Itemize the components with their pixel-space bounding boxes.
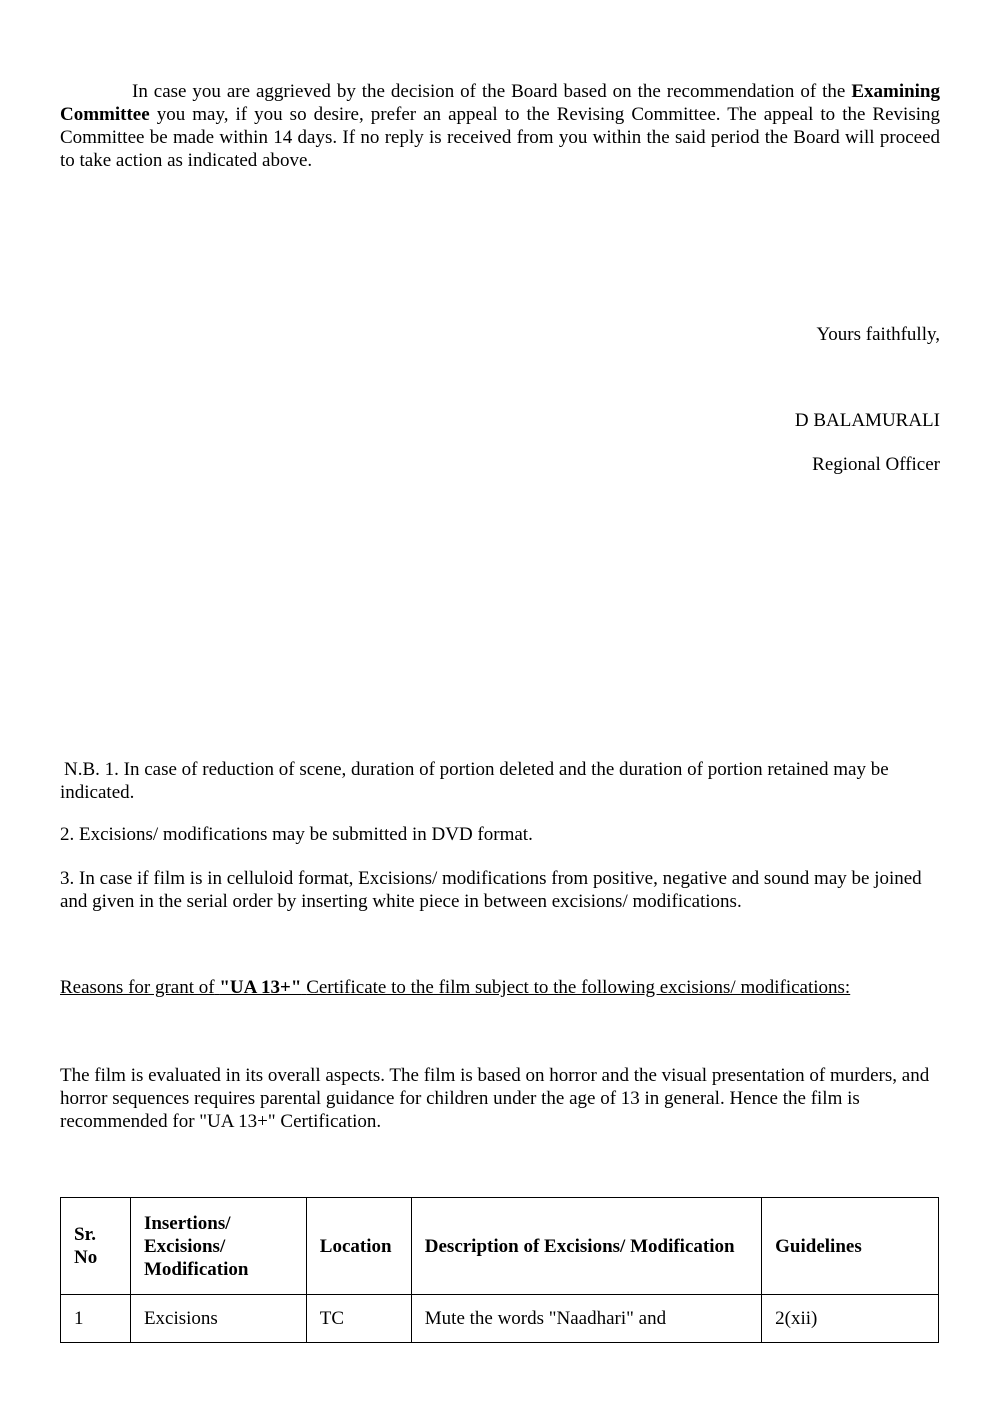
table-row xyxy=(61,1295,939,1343)
cell-guidelines: 2(xii) xyxy=(762,1295,939,1343)
signatory-title: Regional Officer xyxy=(812,454,940,475)
note-2: 2. Excisions/ modifications may be submitted in DVD format. xyxy=(60,824,533,845)
evaluation-paragraph: The film is evaluated in its overall aspects. The film is based on horror and the visual presentation of murders, and horror sequences requires parental guidance for children under the age of 13 in general. Hence the film is recommended for "UA 13+" Certification. xyxy=(60,1065,930,1132)
reasons-heading-prefix: Reasons for grant of xyxy=(60,977,215,998)
cell-location: TC xyxy=(306,1295,411,1343)
examining-committee-term: Examining Committee xyxy=(60,81,941,125)
header-guidelines: Guidelines xyxy=(762,1198,939,1295)
header-type: Insertions/ Excisions/ Modification xyxy=(130,1198,306,1295)
note-1: N.B. 1. In case of reduction of scene, duration of portion deleted and the duration of portion retained may be indicated. xyxy=(60,759,889,803)
appeal-paragraph xyxy=(60,80,940,172)
reasons-heading-suffix: Certificate to the film subject to the following excisions/ modifications: xyxy=(306,977,851,998)
table-header-row xyxy=(61,1198,939,1295)
header-description: Description of Excisions/ Modification xyxy=(411,1198,761,1295)
certificate-type: "UA 13+" xyxy=(219,977,302,998)
note-3: 3. In case if film is in celluloid format, Excisions/ modifications from positive, negative and sound may be joined and given in the serial order by inserting white piece in between excisions/ modifications. xyxy=(60,868,922,912)
cell-description: Mute the words "Naadhari" and xyxy=(411,1295,761,1343)
closing-salutation: Yours faithfully, xyxy=(816,324,940,345)
appeal-text-end: you may, if you so desire, prefer an appeal to the Revising Committee. The appeal to the Revising Committee be made within 14 days. If no reply is received from you within the said period the Board will proceed to take action as indicated above. xyxy=(60,104,940,171)
header-sr-no: Sr. No xyxy=(61,1198,131,1295)
reasons-heading xyxy=(60,976,940,999)
appeal-text-start: In case you are aggrieved by the decision of the Board based on the recommendation of the xyxy=(132,81,846,102)
cell-sr-no: 1 xyxy=(61,1295,131,1343)
cell-type: Excisions xyxy=(130,1295,306,1343)
excisions-table xyxy=(60,1197,939,1343)
signatory-name: D BALAMURALI xyxy=(794,410,940,431)
header-location: Location xyxy=(306,1198,411,1295)
